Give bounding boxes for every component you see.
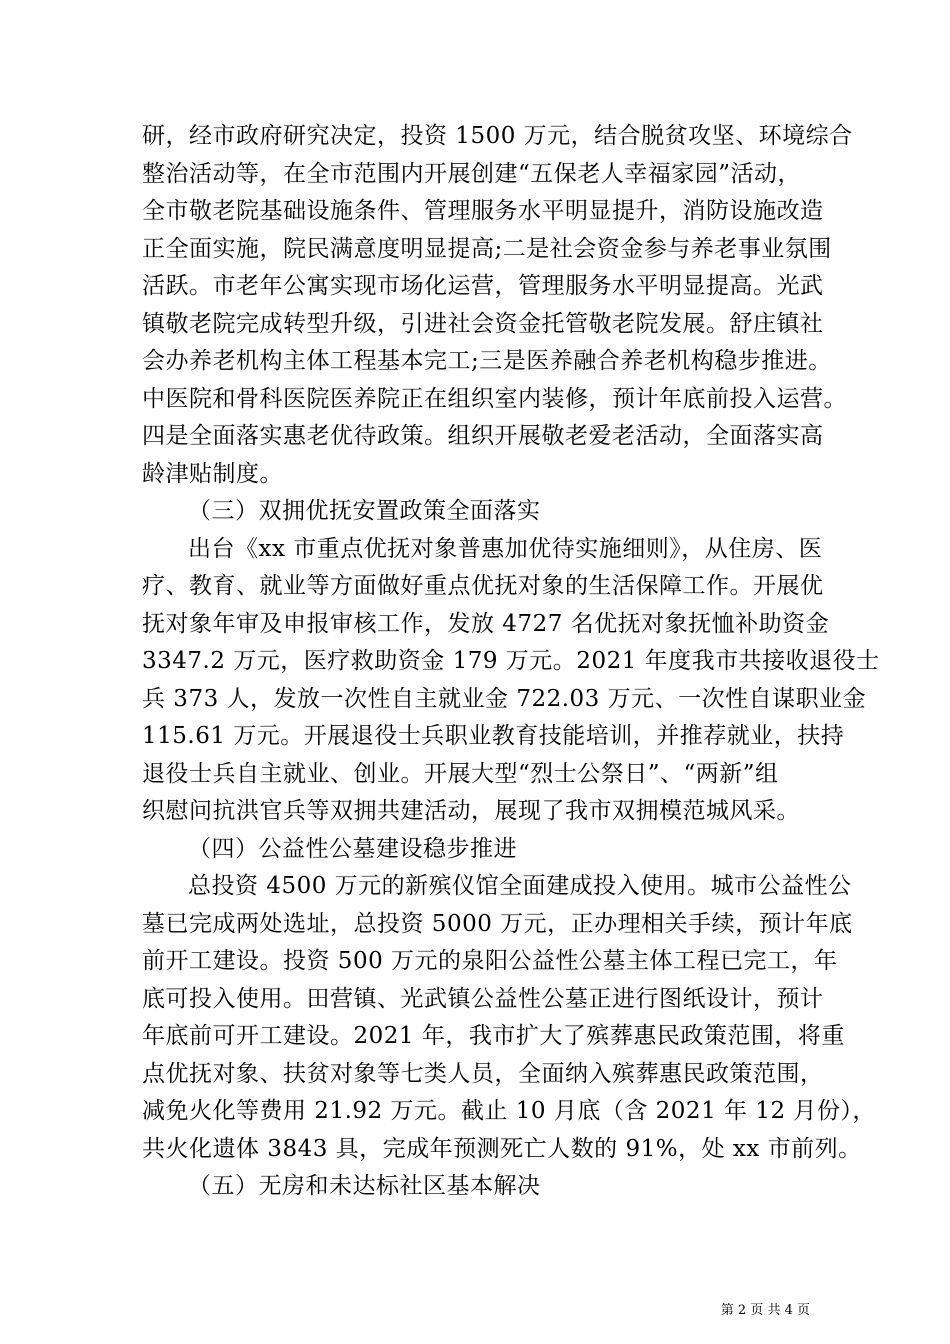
text-line: 整治活动等，在全市范围内开展创建“五保老人幸福家园”活动， <box>142 160 802 187</box>
text-line: 115.61 万元。开展退役士兵职业教育技能培训，并推荐就业，扶持 <box>142 723 845 749</box>
text-line: 会办养老机构主体工程基本完工;三是医养融合养老机构稳步推进。 <box>142 348 832 374</box>
text-line: 镇敬老院完成转型升级，引进社会资金托管敬老院发展。舒庄镇社 <box>142 310 824 337</box>
section-heading-3: （三）双拥优抚安置政策全面落实 <box>188 498 541 524</box>
section-heading-4: （四）公益性公墓建设稳步推进 <box>188 835 517 862</box>
page-number: 第 2 页 共 4 页 <box>720 1303 810 1318</box>
text-line: 中医院和骨科医院医养院正在组织室内装修，预计年底前投入运营。 <box>142 385 847 412</box>
section-heading-5: （五）无房和未达标社区基本解决 <box>188 1173 541 1199</box>
text-line: 3347.2 万元，医疗救助资金 179 万元。2021 年度我市共接收退役士 <box>142 648 880 674</box>
body-text <box>142 118 880 1206</box>
text-line: 全市敬老院基础设施条件、管理服务水平明显提升，消防设施改造 <box>142 198 824 224</box>
text-line: 兵 373 人，发放一次性自主就业金 722.03 万元、一次性自谋职业金 <box>142 685 867 712</box>
text-line: 前开工建设。投资 500 万元的泉阳公益性公墓主体工程已完工，年 <box>142 948 838 974</box>
text-line: 减免火化等费用 21.92 万元。截止 10 月底（含 2021 年 12 月份）， <box>142 1098 876 1124</box>
text-line: 抚对象年审及申报审核工作，发放 4727 名优抚对象抚恤补助资金 <box>142 610 830 637</box>
text-line: 年底前可开工建设。2021 年，我市扩大了殡葬惠民政策范围，将重 <box>142 1023 845 1049</box>
text-line: 四是全面落实惠老优待政策。组织开展敬老爱老活动，全面落实高 <box>142 423 824 449</box>
text-line: 研，经市政府研究决定，投资 1500 万元，结合脱贫攻坚、环境综合 <box>142 123 853 149</box>
text-line: 底可投入使用。田营镇、光武镇公益性公墓正进行图纸设计，预计 <box>142 985 824 1012</box>
text-line: 点优抚对象、扶贫对象等七类人员，全面纳入殡葬惠民政策范围， <box>142 1060 824 1087</box>
text-line: 共火化遗体 3843 具，完成年预测死亡人数的 91%，处 xx 市前列。 <box>142 1135 862 1162</box>
text-line: 墓已完成两处选址，总投资 5000 万元，正办理相关手续，预计年底 <box>142 910 853 937</box>
text-line: 出台《xx 市重点优抚对象普惠加优待实施细则》，从住房、医 <box>188 535 823 562</box>
text-line: 正全面实施，院民满意度明显提高;二是社会资金参与养老事业氛围 <box>142 235 832 262</box>
text-line: 总投资 4500 万元的新殡仪馆全面建成投入使用。城市公益性公 <box>188 873 852 899</box>
text-line: 活跃。市老年公寓实现市场化运营，管理服务水平明显提高。光武 <box>142 273 824 299</box>
text-line: 退役士兵自主就业、创业。开展大型“烈士公祭日”、“两新”组 <box>142 760 779 787</box>
text-line: 织慰问抗洪官兵等双拥共建活动，展现了我市双拥模范城风采。 <box>142 798 800 824</box>
text-line: 龄津贴制度。 <box>142 460 283 487</box>
text-line: 疗、教育、就业等方面做好重点优抚对象的生活保障工作。开展优 <box>142 573 824 599</box>
